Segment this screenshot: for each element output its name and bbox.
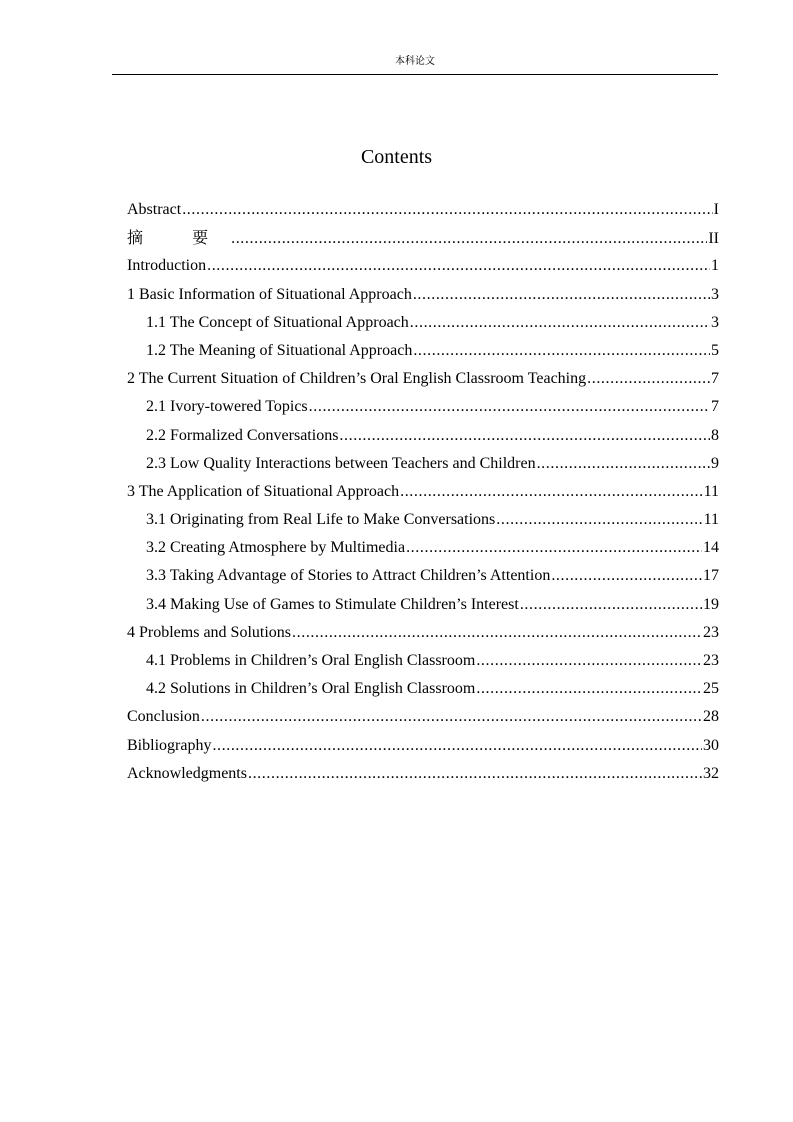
toc-dot-leader [413, 339, 710, 363]
toc-entry-chapter-2[interactable] [127, 367, 719, 395]
toc-dot-leader [496, 508, 702, 532]
toc-page-number: 30 [703, 736, 719, 754]
toc-dot-leader [410, 311, 710, 335]
toc-entry-section-1-2[interactable] [127, 339, 719, 367]
toc-entry-label: 1.1 The Concept of Situational Approach [146, 313, 409, 331]
toc-dot-leader [212, 734, 702, 758]
toc-dot-leader [248, 762, 702, 786]
toc-dot-leader [520, 593, 702, 617]
toc-page-number: 8 [711, 426, 719, 444]
toc-entry-label: 3.4 Making Use of Games to Stimulate Children’s Interest [146, 595, 519, 613]
toc-dot-leader [587, 367, 710, 391]
toc-entry-acknowledgments[interactable] [127, 762, 719, 790]
toc-page-number: 3 [711, 285, 719, 303]
toc-entry-section-1-1[interactable] [127, 311, 719, 339]
toc-entry-chapter-1[interactable] [127, 283, 719, 311]
toc-dot-leader [292, 621, 702, 645]
toc-entry-label: Conclusion [127, 708, 200, 726]
toc-dot-leader [406, 536, 702, 560]
toc-page-number: II [708, 230, 719, 248]
toc-dot-leader [182, 198, 712, 222]
toc-page-number: 19 [703, 595, 719, 613]
toc-page-number: 1 [711, 257, 719, 275]
toc-dot-leader [476, 649, 702, 673]
toc-entry-label: 4.2 Solutions in Children’s Oral English Classroom [146, 680, 476, 698]
toc-page-number: 25 [703, 680, 719, 698]
toc-page-number: 14 [703, 539, 719, 557]
toc-entry-section-4-2[interactable] [127, 677, 719, 705]
toc-entry-label: 3.1 Originating from Real Life to Make Conversations [146, 511, 496, 529]
toc-page-number: 17 [703, 567, 719, 585]
toc-entry-label: Introduction [127, 257, 207, 275]
toc-dot-leader [413, 283, 710, 307]
toc-entry-section-3-2[interactable] [127, 536, 719, 564]
toc-dot-leader [201, 705, 702, 729]
toc-entry-section-2-2[interactable] [127, 424, 719, 452]
toc-entry-section-2-3[interactable] [127, 452, 719, 480]
toc-entry-label: 1.2 The Meaning of Situational Approach [146, 341, 413, 359]
toc-page-number: 5 [711, 341, 719, 359]
toc-entry-label: 2.1 Ivory-towered Topics [146, 398, 308, 416]
toc-entry-label: 2.2 Formalized Conversations [146, 426, 339, 444]
toc-entry-label: 1 Basic Information of Situational Approach [127, 285, 412, 303]
toc-page-number: 11 [703, 482, 719, 500]
toc-page-number: 7 [711, 370, 719, 388]
table-of-contents [127, 198, 719, 790]
toc-page-number: 23 [703, 623, 719, 641]
toc-entry-label: 3.2 Creating Atmosphere by Multimedia [146, 539, 406, 557]
toc-page-number: 9 [711, 454, 719, 472]
toc-entry-label: Acknowledgments [127, 764, 247, 782]
toc-dot-leader [309, 395, 710, 419]
toc-entry-bibliography[interactable] [127, 734, 719, 762]
toc-entry-label: 3 The Application of Situational Approach [127, 482, 400, 500]
toc-entry-label: 4.1 Problems in Children’s Oral English Classroom [146, 652, 476, 669]
toc-page-number: 23 [703, 652, 719, 669]
toc-dot-leader [231, 227, 707, 251]
toc-entry-label: Bibliography [127, 736, 212, 754]
toc-entry-section-2-1[interactable] [127, 395, 719, 423]
toc-entry-abstract[interactable] [127, 198, 719, 226]
toc-entry-introduction[interactable] [127, 254, 719, 282]
toc-page-number: 28 [703, 708, 719, 726]
toc-entry-label: 4 Problems and Solutions [127, 623, 292, 641]
toc-dot-leader [339, 424, 710, 448]
toc-entry-chapter-3[interactable] [127, 480, 719, 508]
toc-entry-label: 摘 要 [127, 228, 231, 248]
toc-page-number: 3 [711, 313, 719, 331]
toc-entry-chapter-4[interactable] [127, 621, 719, 649]
toc-page-number: 32 [703, 764, 719, 782]
toc-entry-label: 2.3 Low Quality Interactions between Teachers and Children [146, 454, 536, 472]
toc-title: Contents [360, 146, 433, 168]
toc-entry-section-3-1[interactable] [127, 508, 719, 536]
toc-page-number: I [713, 201, 719, 218]
toc-dot-leader [207, 254, 710, 278]
toc-dot-leader [476, 677, 702, 701]
toc-entry-chinese-abstract[interactable] [127, 226, 719, 254]
toc-entry-label: Abstract [127, 201, 182, 218]
toc-dot-leader [400, 480, 702, 504]
toc-entry-section-3-4[interactable] [127, 593, 719, 621]
toc-page-number: 11 [703, 511, 719, 529]
toc-entry-section-3-3[interactable] [127, 564, 719, 592]
toc-page-number: 7 [711, 398, 719, 416]
running-header: 本科论文 [112, 56, 718, 75]
toc-entry-label: 2 The Current Situation of Children’s Oral English Classroom Teaching [127, 370, 587, 388]
toc-dot-leader [551, 564, 702, 588]
toc-entry-conclusion[interactable] [127, 705, 719, 733]
toc-entry-section-4-1[interactable] [127, 649, 719, 677]
toc-entry-label: 3.3 Taking Advantage of Stories to Attract Children’s Attention [146, 567, 551, 585]
toc-dot-leader [537, 452, 710, 476]
